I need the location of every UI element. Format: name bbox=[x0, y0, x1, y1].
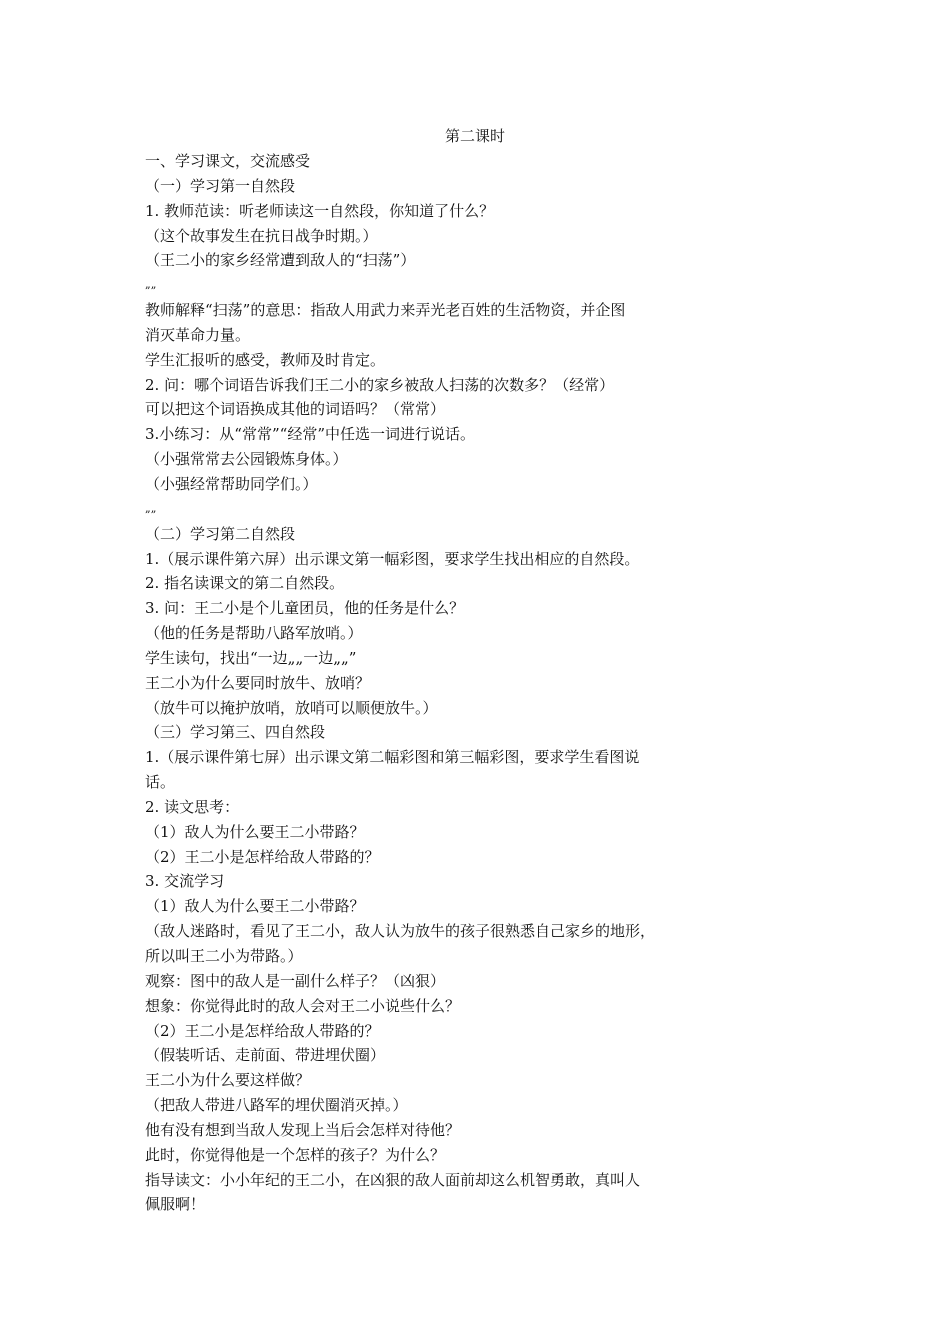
text-line: 佩服啊！ bbox=[145, 1195, 206, 1214]
text-line: （小强经常帮助同学们。） bbox=[145, 474, 318, 493]
document-body bbox=[145, 149, 720, 1217]
text-line: 3. 问：王二小是个儿童团员，他的任务是什么？ bbox=[145, 599, 465, 618]
text-line: 他有没有想到当敌人发现上当后会怎样对待他？ bbox=[145, 1120, 461, 1139]
text-line: 3.小练习：从“常常”“经常”中任选一词进行说话。 bbox=[145, 425, 475, 444]
text-line: 可以把这个词语换成其他的词语吗？（常常） bbox=[145, 400, 446, 419]
text-line: （假装听话、走前面、带进埋伏圈） bbox=[145, 1046, 386, 1065]
text-line: （2）王二小是怎样给敌人带路的？ bbox=[145, 847, 380, 866]
text-line: 学生读句，找出“一边„„一边„„” bbox=[145, 648, 357, 667]
text-line: 3. 交流学习 bbox=[145, 872, 225, 891]
text-line: 王二小为什么要同时放牛、放哨？ bbox=[145, 673, 371, 692]
text-line: 1. 教师范读：听老师读这一自然段，你知道了什么？ bbox=[145, 201, 495, 220]
text-line: 消灭革命力量。 bbox=[145, 325, 251, 344]
ellipsis-mark: „„ bbox=[145, 501, 157, 515]
page-title: 第二课时 bbox=[444, 127, 505, 145]
ellipsis-mark: „„ bbox=[145, 278, 157, 292]
text-line: 2. 问：哪个词语告诉我们王二小的家乡被敌人扫荡的次数多？（经常） bbox=[145, 375, 615, 394]
text-line: 2. 读文思考： bbox=[145, 797, 240, 816]
text-line: 学生汇报听的感受，教师及时肯定。 bbox=[145, 350, 386, 369]
text-line: （放牛可以掩护放哨，放哨可以顺便放牛。） bbox=[145, 698, 438, 717]
text-line: （他的任务是帮助八路军放哨。） bbox=[145, 624, 363, 643]
subsection-heading: （一）学习第一自然段 bbox=[145, 176, 296, 195]
text-line: 指导读文：小小年纪的王二小，在凶狠的敌人面前却这么机智勇敢，真叫人 bbox=[145, 1170, 641, 1189]
text-line: （2）王二小是怎样给敌人带路的？ bbox=[145, 1021, 380, 1040]
text-line: 1.（展示课件第六屏）出示课文第一幅彩图，要求学生找出相应的自然段。 bbox=[145, 549, 640, 568]
text-line: （王二小的家乡经常遭到敌人的“扫荡”） bbox=[145, 251, 416, 270]
text-line: 教师解释“扫荡”的意思：指敌人用武力来弄光老百姓的生活物资，并企图 bbox=[145, 301, 626, 320]
subsection-heading: （三）学习第三、四自然段 bbox=[145, 723, 326, 742]
text-line: 此时，你觉得他是一个怎样的孩子？为什么？ bbox=[145, 1145, 446, 1164]
text-line: 王二小为什么要这样做？ bbox=[145, 1071, 311, 1090]
text-line: 观察：图中的敌人是一副什么样子？（凶狠） bbox=[145, 971, 446, 990]
text-line: （1）敌人为什么要王二小带路？ bbox=[145, 822, 365, 841]
text-line: （把敌人带进八路军的埋伏圈消灭掉。） bbox=[145, 1096, 408, 1115]
text-line: （小强常常去公园锻炼身体。） bbox=[145, 450, 348, 469]
text-line: （1）敌人为什么要王二小带路？ bbox=[145, 897, 365, 916]
section-heading: 一、学习课文，交流感受 bbox=[145, 152, 311, 170]
text-line: 1.（展示课件第七屏）出示课文第二幅彩图和第三幅彩图，要求学生看图说 bbox=[145, 748, 640, 767]
text-line: 所以叫王二小为带路。） bbox=[145, 947, 303, 965]
text-line: （敌人迷路时，看见了王二小，敌人认为放牛的孩子很熟悉自己家乡的地形， bbox=[145, 922, 656, 941]
subsection-heading: （二）学习第二自然段 bbox=[145, 524, 296, 543]
text-line: （这个故事发生在抗日战争时期。） bbox=[145, 226, 378, 245]
text-line: 话。 bbox=[145, 773, 176, 792]
text-line: 2. 指名读课文的第二自然段。 bbox=[145, 574, 345, 593]
text-line: 想象：你觉得此时的敌人会对王二小说些什么？ bbox=[145, 996, 461, 1015]
